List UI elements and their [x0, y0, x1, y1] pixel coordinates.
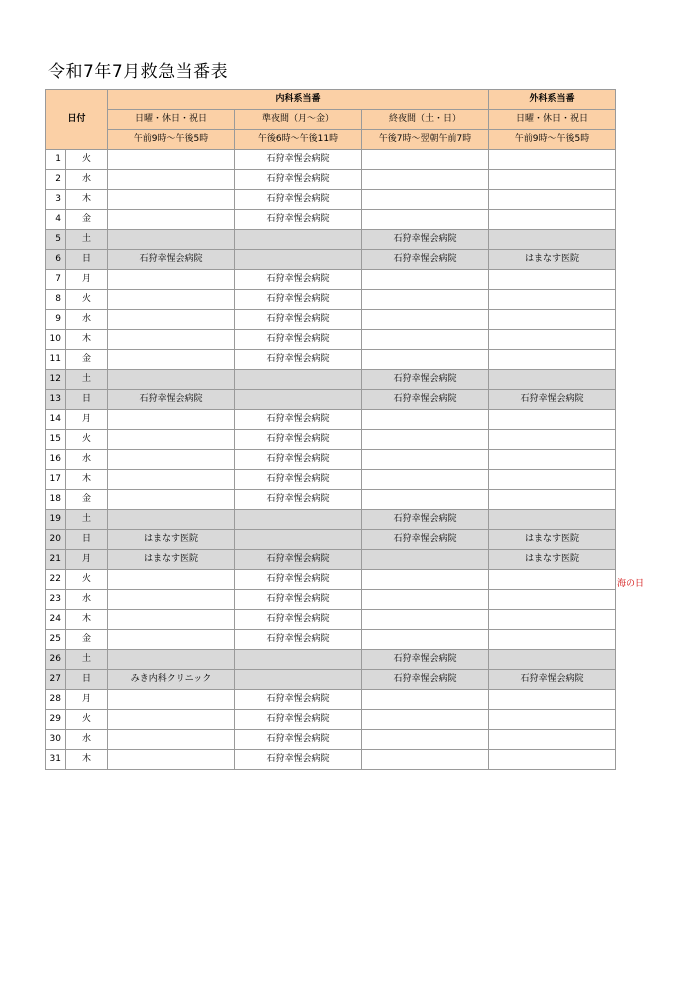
internal-overnight-cell [362, 710, 489, 730]
internal-overnight-cell [362, 470, 489, 490]
internal-overnight-cell: 石狩幸惺会病院 [362, 250, 489, 270]
surgical-holiday-day-cell [489, 290, 616, 310]
internal-overnight-cell: 石狩幸惺会病院 [362, 230, 489, 250]
internal-overnight-cell [362, 350, 489, 370]
day-of-week: 水 [66, 170, 108, 190]
internal-weeknight-cell [235, 250, 362, 270]
table-row [46, 490, 616, 510]
day-number: 28 [46, 690, 66, 710]
internal-weeknight-cell: 石狩幸惺会病院 [235, 630, 362, 650]
internal-holiday-day-cell [108, 710, 235, 730]
header-internal-duty: 内科系当番 [108, 90, 489, 110]
internal-holiday-day-cell [108, 210, 235, 230]
internal-overnight-cell [362, 450, 489, 470]
table-row [46, 650, 616, 670]
internal-holiday-day-cell [108, 730, 235, 750]
day-of-week: 日 [66, 250, 108, 270]
internal-weeknight-cell [235, 390, 362, 410]
day-of-week: 日 [66, 530, 108, 550]
internal-holiday-day-cell [108, 510, 235, 530]
table-row [46, 750, 616, 770]
day-number: 3 [46, 190, 66, 210]
internal-holiday-day-cell [108, 590, 235, 610]
day-number: 13 [46, 390, 66, 410]
internal-overnight-cell [362, 210, 489, 230]
day-number: 23 [46, 590, 66, 610]
surgical-holiday-day-cell [489, 650, 616, 670]
surgical-holiday-day-cell [489, 150, 616, 170]
table-row [46, 150, 616, 170]
internal-weeknight-cell: 石狩幸惺会病院 [235, 270, 362, 290]
internal-holiday-day-cell [108, 610, 235, 630]
day-number: 9 [46, 310, 66, 330]
internal-weeknight-cell: 石狩幸惺会病院 [235, 730, 362, 750]
internal-overnight-cell: 石狩幸惺会病院 [362, 650, 489, 670]
table-row [46, 590, 616, 610]
day-of-week: 火 [66, 290, 108, 310]
surgical-holiday-day-cell: 石狩幸惺会病院 [489, 390, 616, 410]
surgical-holiday-day-cell [489, 230, 616, 250]
day-of-week: 火 [66, 150, 108, 170]
header-surgical-duty: 外科系当番 [489, 90, 616, 110]
day-of-week: 日 [66, 390, 108, 410]
day-of-week: 土 [66, 230, 108, 250]
internal-overnight-cell [362, 610, 489, 630]
surgical-holiday-day-cell [489, 450, 616, 470]
day-number: 4 [46, 210, 66, 230]
surgical-holiday-day-cell [489, 330, 616, 350]
internal-weeknight-cell [235, 510, 362, 530]
internal-weeknight-cell: 石狩幸惺会病院 [235, 190, 362, 210]
surgical-holiday-day-cell [489, 490, 616, 510]
day-of-week: 金 [66, 350, 108, 370]
internal-overnight-cell [362, 330, 489, 350]
internal-holiday-day-cell [108, 750, 235, 770]
internal-weeknight-cell: 石狩幸惺会病院 [235, 430, 362, 450]
day-number: 21 [46, 550, 66, 570]
duty-schedule-table [45, 89, 616, 770]
day-number: 19 [46, 510, 66, 530]
day-of-week: 木 [66, 190, 108, 210]
internal-overnight-cell [362, 310, 489, 330]
internal-holiday-day-cell [108, 430, 235, 450]
internal-holiday-day-cell [108, 270, 235, 290]
table-row [46, 250, 616, 270]
table-row [46, 410, 616, 430]
day-number: 12 [46, 370, 66, 390]
day-number: 14 [46, 410, 66, 430]
day-of-week: 月 [66, 410, 108, 430]
internal-overnight-cell [362, 190, 489, 210]
holiday-note: 海の日 [617, 579, 645, 589]
header-col3-time: 午後7時～翌朝午前7時 [362, 130, 489, 150]
day-number: 26 [46, 650, 66, 670]
internal-weeknight-cell [235, 650, 362, 670]
surgical-holiday-day-cell [489, 750, 616, 770]
day-of-week: 水 [66, 730, 108, 750]
internal-overnight-cell [362, 430, 489, 450]
day-of-week: 水 [66, 450, 108, 470]
day-number: 31 [46, 750, 66, 770]
internal-overnight-cell [362, 750, 489, 770]
day-number: 5 [46, 230, 66, 250]
surgical-holiday-day-cell: 石狩幸惺会病院 [489, 670, 616, 690]
internal-holiday-day-cell [108, 150, 235, 170]
internal-overnight-cell [362, 550, 489, 570]
surgical-holiday-day-cell [489, 470, 616, 490]
table-row [46, 290, 616, 310]
internal-weeknight-cell [235, 530, 362, 550]
internal-weeknight-cell: 石狩幸惺会病院 [235, 470, 362, 490]
table-row [46, 630, 616, 650]
internal-holiday-day-cell [108, 190, 235, 210]
internal-weeknight-cell [235, 230, 362, 250]
surgical-holiday-day-cell [489, 410, 616, 430]
surgical-holiday-day-cell: はまなす医院 [489, 550, 616, 570]
table-row [46, 370, 616, 390]
day-of-week: 水 [66, 590, 108, 610]
day-of-week: 火 [66, 570, 108, 590]
surgical-holiday-day-cell [489, 270, 616, 290]
day-number: 16 [46, 450, 66, 470]
internal-overnight-cell: 石狩幸惺会病院 [362, 370, 489, 390]
table-row [46, 730, 616, 750]
internal-weeknight-cell: 石狩幸惺会病院 [235, 490, 362, 510]
internal-weeknight-cell: 石狩幸惺会病院 [235, 710, 362, 730]
table-row [46, 510, 616, 530]
surgical-holiday-day-cell [489, 190, 616, 210]
internal-overnight-cell [362, 630, 489, 650]
internal-weeknight-cell [235, 370, 362, 390]
day-of-week: 水 [66, 310, 108, 330]
internal-holiday-day-cell [108, 350, 235, 370]
day-of-week: 土 [66, 510, 108, 530]
internal-weeknight-cell: 石狩幸惺会病院 [235, 350, 362, 370]
table-row [46, 450, 616, 470]
table-row [46, 210, 616, 230]
day-number: 6 [46, 250, 66, 270]
day-of-week: 金 [66, 490, 108, 510]
internal-holiday-day-cell [108, 570, 235, 590]
surgical-holiday-day-cell [489, 310, 616, 330]
day-number: 7 [46, 270, 66, 290]
day-number: 2 [46, 170, 66, 190]
table-row [46, 390, 616, 410]
internal-weeknight-cell: 石狩幸惺会病院 [235, 290, 362, 310]
table-row [46, 570, 616, 590]
header-col4-time: 午前9時～午後5時 [489, 130, 616, 150]
internal-weeknight-cell: 石狩幸惺会病院 [235, 550, 362, 570]
table-row [46, 170, 616, 190]
internal-overnight-cell [362, 170, 489, 190]
internal-holiday-day-cell: はまなす医院 [108, 530, 235, 550]
day-number: 10 [46, 330, 66, 350]
header-date: 日付 [46, 90, 108, 150]
internal-holiday-day-cell [108, 630, 235, 650]
surgical-holiday-day-cell: はまなす医院 [489, 530, 616, 550]
day-of-week: 土 [66, 650, 108, 670]
internal-weeknight-cell: 石狩幸惺会病院 [235, 570, 362, 590]
day-of-week: 月 [66, 690, 108, 710]
day-of-week: 木 [66, 750, 108, 770]
day-of-week: 金 [66, 210, 108, 230]
table-row [46, 470, 616, 490]
internal-weeknight-cell: 石狩幸惺会病院 [235, 610, 362, 630]
page-title: 令和7年7月救急当番表 [48, 62, 229, 82]
internal-overnight-cell: 石狩幸惺会病院 [362, 390, 489, 410]
internal-overnight-cell [362, 270, 489, 290]
internal-weeknight-cell: 石狩幸惺会病院 [235, 310, 362, 330]
internal-overnight-cell: 石狩幸惺会病院 [362, 510, 489, 530]
day-of-week: 木 [66, 610, 108, 630]
internal-overnight-cell [362, 290, 489, 310]
internal-weeknight-cell: 石狩幸惺会病院 [235, 410, 362, 430]
day-of-week: 木 [66, 470, 108, 490]
internal-weeknight-cell: 石狩幸惺会病院 [235, 690, 362, 710]
table-row [46, 430, 616, 450]
table-row [46, 350, 616, 370]
surgical-holiday-day-cell [489, 430, 616, 450]
surgical-holiday-day-cell [489, 170, 616, 190]
header-col2-time: 午後6時～午後11時 [235, 130, 362, 150]
internal-overnight-cell [362, 690, 489, 710]
table-row [46, 190, 616, 210]
day-number: 30 [46, 730, 66, 750]
internal-overnight-cell [362, 410, 489, 430]
schedule-body [46, 150, 616, 770]
internal-holiday-day-cell: みき内科クリニック [108, 670, 235, 690]
surgical-holiday-day-cell [489, 690, 616, 710]
internal-overnight-cell [362, 590, 489, 610]
day-of-week: 日 [66, 670, 108, 690]
internal-overnight-cell: 石狩幸惺会病院 [362, 670, 489, 690]
table-row [46, 710, 616, 730]
day-number: 27 [46, 670, 66, 690]
internal-weeknight-cell: 石狩幸惺会病院 [235, 150, 362, 170]
internal-overnight-cell [362, 730, 489, 750]
day-of-week: 火 [66, 710, 108, 730]
day-number: 18 [46, 490, 66, 510]
table-row [46, 610, 616, 630]
header-col3-name: 終夜間（土・日） [362, 110, 489, 130]
header-col4-name: 日曜・休日・祝日 [489, 110, 616, 130]
internal-holiday-day-cell [108, 410, 235, 430]
internal-weeknight-cell: 石狩幸惺会病院 [235, 330, 362, 350]
table-row [46, 690, 616, 710]
internal-overnight-cell [362, 570, 489, 590]
internal-holiday-day-cell: 石狩幸惺会病院 [108, 390, 235, 410]
day-number: 29 [46, 710, 66, 730]
internal-holiday-day-cell [108, 490, 235, 510]
internal-holiday-day-cell: 石狩幸惺会病院 [108, 250, 235, 270]
internal-holiday-day-cell: はまなす医院 [108, 550, 235, 570]
internal-holiday-day-cell [108, 690, 235, 710]
surgical-holiday-day-cell [489, 350, 616, 370]
internal-holiday-day-cell [108, 230, 235, 250]
internal-weeknight-cell: 石狩幸惺会病院 [235, 450, 362, 470]
header-col1-time: 午前9時～午後5時 [108, 130, 235, 150]
day-of-week: 木 [66, 330, 108, 350]
internal-overnight-cell: 石狩幸惺会病院 [362, 530, 489, 550]
internal-holiday-day-cell [108, 170, 235, 190]
surgical-holiday-day-cell [489, 730, 616, 750]
internal-holiday-day-cell [108, 470, 235, 490]
day-number: 15 [46, 430, 66, 450]
internal-overnight-cell [362, 150, 489, 170]
internal-overnight-cell [362, 490, 489, 510]
table-row [46, 550, 616, 570]
day-of-week: 土 [66, 370, 108, 390]
surgical-holiday-day-cell [489, 710, 616, 730]
day-number: 24 [46, 610, 66, 630]
internal-holiday-day-cell [108, 310, 235, 330]
internal-holiday-day-cell [108, 450, 235, 470]
table-row [46, 530, 616, 550]
table-row [46, 270, 616, 290]
day-number: 17 [46, 470, 66, 490]
internal-holiday-day-cell [108, 650, 235, 670]
internal-holiday-day-cell [108, 290, 235, 310]
surgical-holiday-day-cell: はまなす医院 [489, 250, 616, 270]
header-col2-name: 準夜間（月～金） [235, 110, 362, 130]
day-number: 25 [46, 630, 66, 650]
internal-weeknight-cell: 石狩幸惺会病院 [235, 210, 362, 230]
day-number: 8 [46, 290, 66, 310]
day-number: 22 [46, 570, 66, 590]
day-of-week: 火 [66, 430, 108, 450]
surgical-holiday-day-cell [489, 210, 616, 230]
table-row [46, 330, 616, 350]
table-row [46, 310, 616, 330]
day-number: 11 [46, 350, 66, 370]
header-col1-name: 日曜・休日・祝日 [108, 110, 235, 130]
table-row [46, 670, 616, 690]
internal-holiday-day-cell [108, 370, 235, 390]
day-number: 1 [46, 150, 66, 170]
internal-weeknight-cell: 石狩幸惺会病院 [235, 170, 362, 190]
surgical-holiday-day-cell [489, 610, 616, 630]
day-number: 20 [46, 530, 66, 550]
table-row [46, 230, 616, 250]
surgical-holiday-day-cell [489, 510, 616, 530]
internal-weeknight-cell [235, 670, 362, 690]
day-of-week: 月 [66, 270, 108, 290]
surgical-holiday-day-cell [489, 630, 616, 650]
internal-weeknight-cell: 石狩幸惺会病院 [235, 590, 362, 610]
day-of-week: 金 [66, 630, 108, 650]
surgical-holiday-day-cell [489, 370, 616, 390]
internal-weeknight-cell: 石狩幸惺会病院 [235, 750, 362, 770]
internal-holiday-day-cell [108, 330, 235, 350]
day-of-week: 月 [66, 550, 108, 570]
surgical-holiday-day-cell [489, 570, 616, 590]
surgical-holiday-day-cell [489, 590, 616, 610]
